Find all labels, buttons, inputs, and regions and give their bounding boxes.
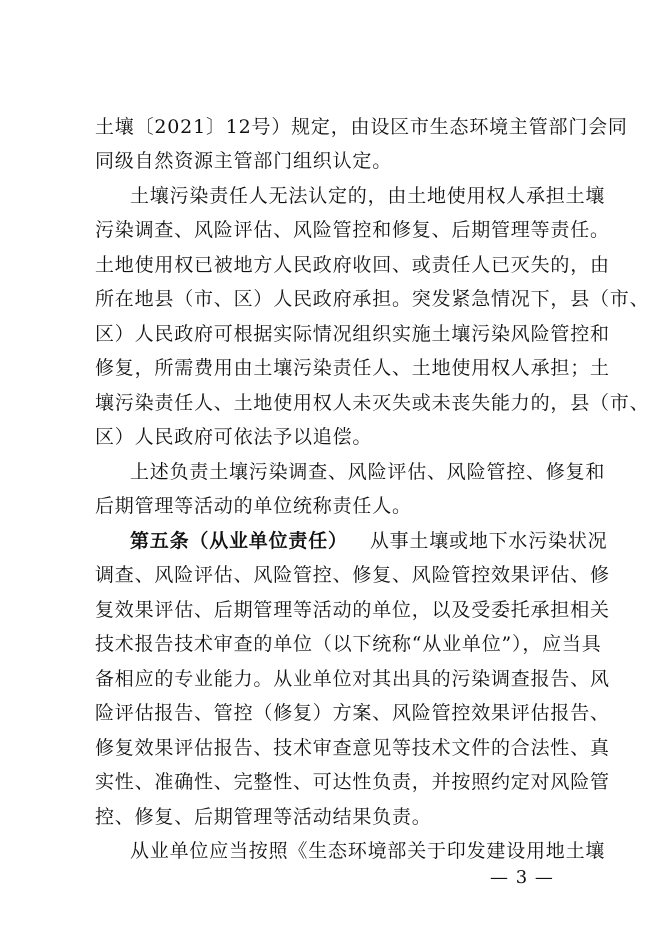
text-line: 调查、风险评估、风险管控、修复、风险管控效果评估、修 (95, 564, 610, 586)
text-line: 从业单位应当按照《生态环境部关于印发建设用地土壤 (130, 840, 606, 862)
text-line: 同级自然资源主管部门组织认定。 (95, 150, 393, 172)
text-line: 污染调查、风险评估、风险管控和修复、后期管理等责任。 (95, 219, 610, 241)
text-line: 土壤污染责任人无法认定的，由土地使用权人承担土壤 (130, 185, 606, 207)
text-line: 壤污染责任人、土地使用权人未灭失或未丧失能力的，县（市、 (95, 392, 650, 414)
article-5-first-line (130, 524, 608, 558)
article-5-heading: 第五条（从业单位责任） (130, 530, 348, 552)
text-line: 实性、准确性、完整性、可达性负责，并按照约定对风险管 (95, 771, 610, 793)
text-line: 技术报告技术审查的单位（以下统称“从业单位”），应当具 (95, 633, 602, 655)
text-line: 上述负责土壤污染调查、风险评估、风险管控、修复和 (130, 461, 606, 483)
text-line: 控、修复、后期管理等活动结果负责。 (95, 806, 432, 828)
text-line: 险评估报告、管控（修复）方案、风险管控效果评估报告、 (95, 702, 610, 724)
page-number: — 3 — (490, 867, 554, 888)
text-line: 修复效果评估报告、技术审查意见等技术文件的合法性、真 (95, 737, 610, 759)
text-line: 修复，所需费用由土壤污染责任人、土地使用权人承担；土 (95, 357, 610, 379)
text-line: 区）人民政府可根据实际情况组织实施土壤污染风险管控和 (95, 323, 610, 345)
text-line: 所在地县（市、区）人民政府承担。突发紧急情况下，县（市、 (95, 288, 650, 310)
text-line: 区）人民政府可依法予以追偿。 (95, 426, 373, 448)
text-line: 复效果评估、后期管理等活动的单位，以及受委托承担相关 (95, 599, 610, 621)
text-line: 土地使用权已被地方人民政府收回、或责任人已灭失的，由 (95, 254, 610, 276)
text-line: 土壤〔2021〕12号）规定，由设区市生态环境主管部门会同 (95, 116, 628, 138)
article-5-text: 从事土壤或地下水污染状况 (369, 530, 608, 552)
text-line: 后期管理等活动的单位统称责任人。 (95, 495, 412, 517)
text-line: 备相应的专业能力。从业单位对其出具的污染调查报告、风 (95, 668, 610, 690)
